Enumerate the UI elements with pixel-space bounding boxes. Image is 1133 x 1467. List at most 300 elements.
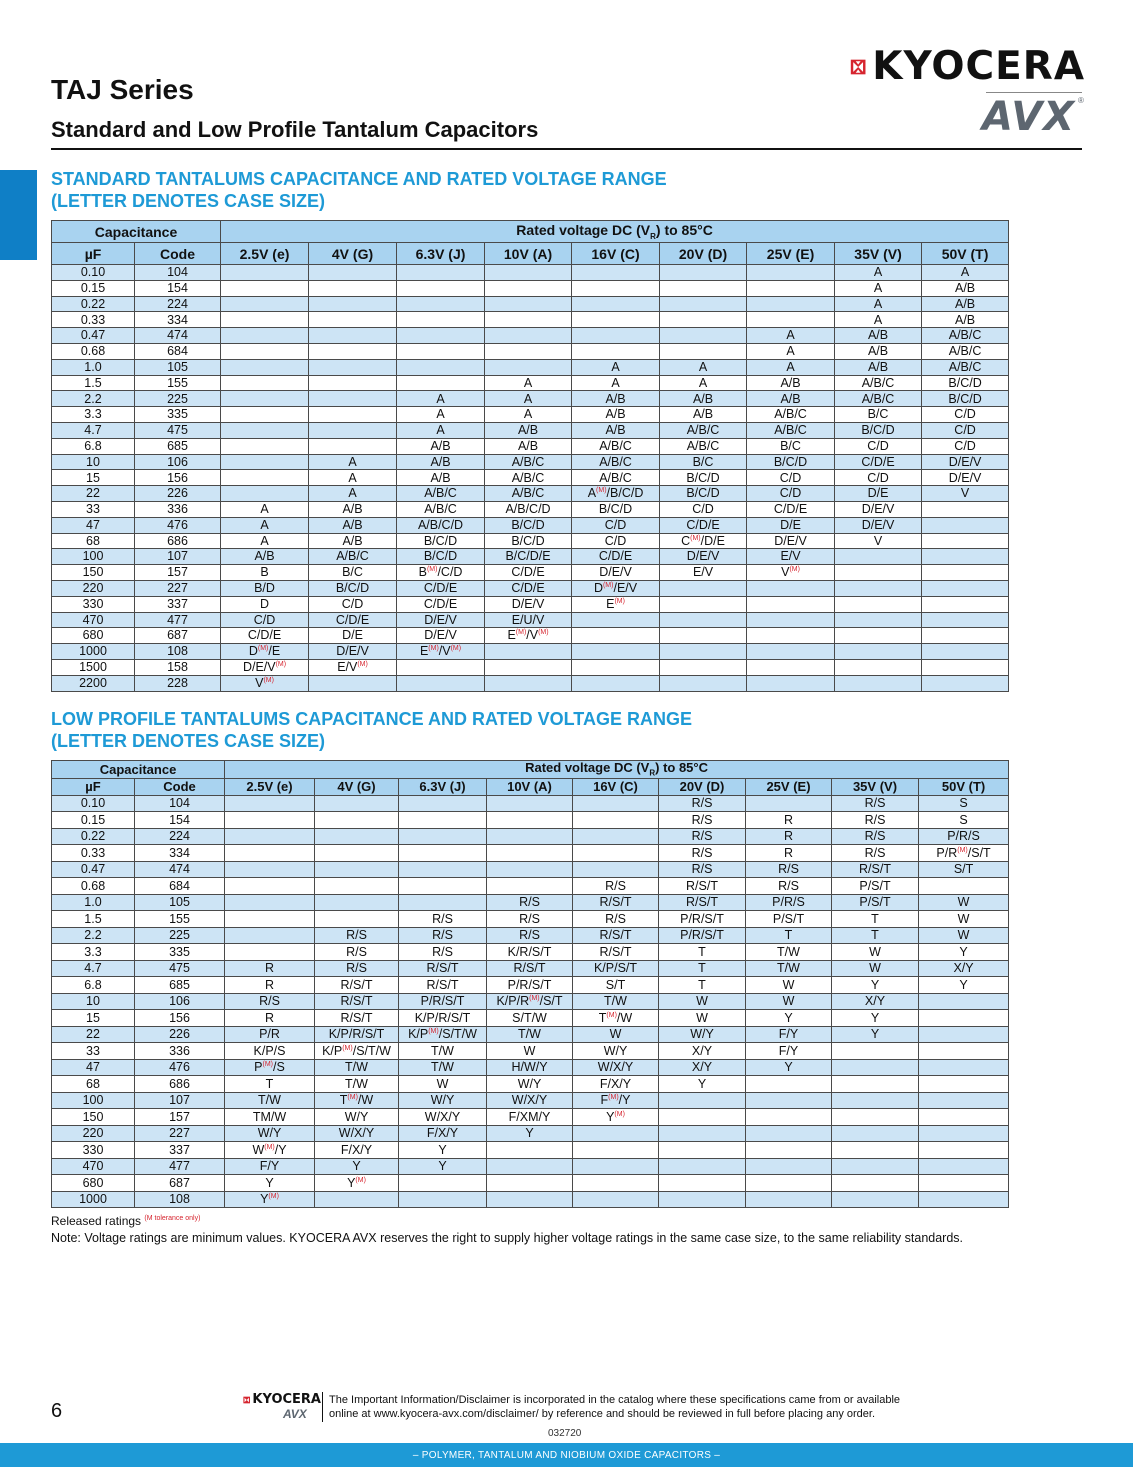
case-size-cell: $A^{(M)}/B/C/D$ [572, 486, 660, 502]
case-size-cell: D/E/V [309, 644, 397, 660]
case-size-cell [919, 1010, 1009, 1027]
case-size-cell: C/D [835, 438, 922, 454]
case-size-cell [832, 1142, 919, 1159]
case-size-cell [225, 861, 315, 878]
case-size-cell: P/R [225, 1026, 315, 1043]
case-size-cell: D [221, 596, 309, 612]
case-size-cell: D/E/V [922, 470, 1009, 486]
case-size-cell [309, 675, 397, 691]
case-size-cell: E/V [747, 549, 835, 565]
case-size-cell [397, 328, 485, 344]
case-size-cell: E/V [660, 565, 747, 581]
table-row [52, 927, 1009, 944]
capacitance-code-cell: 104 [135, 795, 225, 812]
case-size-cell: R/S [315, 960, 399, 977]
table-row [52, 993, 1009, 1010]
case-size-cell: C/D/E [747, 501, 835, 517]
case-size-cell: A/B [485, 438, 572, 454]
case-size-cell: C/D [660, 501, 747, 517]
case-size-cell: R/S [399, 944, 487, 961]
case-size-cell: T/W [225, 1092, 315, 1109]
case-size-cell [221, 280, 309, 296]
case-size-cell: R/S/T [315, 977, 399, 994]
case-size-cell: B/C/D [835, 422, 922, 438]
capacitance-code-cell: 687 [135, 1175, 225, 1192]
footer-logo [243, 1392, 321, 1424]
case-size-cell: $C^{(M)}/D/E$ [660, 533, 747, 549]
capacitance-uf-cell: 150 [52, 1109, 135, 1126]
capacitance-code-cell: 684 [135, 878, 225, 895]
capacitance-code-cell: 336 [135, 501, 221, 517]
case-size-cell: A/B/C [309, 549, 397, 565]
footer-divider [322, 1392, 323, 1422]
case-size-cell [487, 812, 573, 829]
case-size-cell: A [221, 517, 309, 533]
capacitance-code-cell: 225 [135, 927, 225, 944]
capacitance-code-cell: 155 [135, 375, 221, 391]
case-size-cell: R/S [487, 894, 573, 911]
case-size-cell [747, 312, 835, 328]
case-size-cell: $K/P^{(M)}/S/T/W$ [315, 1043, 399, 1060]
case-size-cell [922, 533, 1009, 549]
case-size-cell [922, 675, 1009, 691]
legend-mark: (M tolerance only) [144, 1215, 201, 1222]
case-size-cell: $D/E/V^{(M)}$ [221, 659, 309, 675]
voltage-column-header: 10V (A) [487, 778, 573, 795]
case-size-cell [573, 845, 659, 862]
voltage-column-header: 4V (G) [315, 778, 399, 795]
case-size-cell: K/P/R/S/T [315, 1026, 399, 1043]
case-size-cell [487, 1158, 573, 1175]
case-size-cell [221, 312, 309, 328]
case-size-cell: A [572, 359, 660, 375]
case-size-cell [572, 296, 660, 312]
case-size-cell: R/S [573, 911, 659, 928]
capacitance-code-cell: 157 [135, 565, 221, 581]
case-size-cell [747, 296, 835, 312]
case-size-cell [922, 580, 1009, 596]
case-size-cell: X/Y [832, 993, 919, 1010]
case-size-cell: W/Y [225, 1125, 315, 1142]
case-size-cell [225, 878, 315, 895]
case-size-cell: Y [746, 1059, 832, 1076]
case-size-cell: A [572, 375, 660, 391]
case-size-cell: W/X/Y [315, 1125, 399, 1142]
capacitance-uf-cell: 10 [52, 454, 135, 470]
case-size-cell: W/Y [573, 1043, 659, 1060]
capacitance-uf-cell: 10 [52, 993, 135, 1010]
case-size-cell: C/D [835, 470, 922, 486]
capacitance-code-cell: 107 [135, 549, 221, 565]
capacitance-header: Capacitance [52, 221, 221, 243]
case-size-cell [747, 580, 835, 596]
case-size-cell: A/B/C [747, 422, 835, 438]
case-size-cell [572, 659, 660, 675]
case-size-cell: $E^{(M)}$ [572, 596, 660, 612]
case-size-cell: R/S/T [832, 861, 919, 878]
case-size-cell: D/E [309, 628, 397, 644]
case-size-cell [832, 1125, 919, 1142]
capacitance-uf-cell: 470 [52, 612, 135, 628]
case-size-cell [221, 470, 309, 486]
capacitance-code-cell: 337 [135, 596, 221, 612]
case-size-cell [309, 312, 397, 328]
table-row [52, 878, 1009, 895]
case-size-cell: A/B/C [397, 486, 485, 502]
brand-kyocera: KYOCERA [872, 44, 1085, 89]
column-header-row [52, 243, 1009, 265]
case-size-cell: W [746, 993, 832, 1010]
case-size-cell: T [659, 977, 746, 994]
case-size-cell: A [309, 486, 397, 502]
case-size-cell: Y [919, 977, 1009, 994]
case-size-cell: P/S/T [746, 911, 832, 928]
case-size-cell: T/W [746, 960, 832, 977]
case-size-cell: R [746, 812, 832, 829]
case-size-cell: W [919, 911, 1009, 928]
case-size-cell: Y [399, 1142, 487, 1159]
case-size-cell [659, 1109, 746, 1126]
case-size-cell [397, 343, 485, 359]
case-size-cell [309, 280, 397, 296]
case-size-cell [485, 328, 572, 344]
case-size-cell: A/B [572, 391, 660, 407]
case-size-cell [315, 861, 399, 878]
capacitance-code-cell: 227 [135, 1125, 225, 1142]
case-size-cell [747, 265, 835, 281]
capacitance-code-cell: 685 [135, 977, 225, 994]
case-size-cell: B/C/D [397, 549, 485, 565]
capacitance-code-cell: 227 [135, 580, 221, 596]
case-size-cell: T/W [746, 944, 832, 961]
case-size-cell [746, 795, 832, 812]
capacitance-code-cell: 228 [135, 675, 221, 691]
capacitance-header: Capacitance [52, 761, 225, 779]
table-row [52, 454, 1009, 470]
case-size-cell [397, 296, 485, 312]
case-size-cell: C/D/E [572, 549, 660, 565]
case-size-cell: A/B/C [485, 470, 572, 486]
capacitance-code-cell: 224 [135, 296, 221, 312]
case-size-cell: A/B/C [485, 486, 572, 502]
table-row [52, 438, 1009, 454]
case-size-cell: V [835, 533, 922, 549]
case-size-cell: R/S [746, 878, 832, 895]
case-size-cell: B/C/D/E [485, 549, 572, 565]
table-row [52, 343, 1009, 359]
case-size-cell [746, 1158, 832, 1175]
case-size-cell: W [832, 944, 919, 961]
capacitance-code-cell: 226 [135, 1026, 225, 1043]
case-size-cell [487, 1191, 573, 1208]
capacitance-code-cell: 476 [135, 517, 221, 533]
case-size-cell: A [309, 470, 397, 486]
case-size-cell: R/S/T [573, 944, 659, 961]
case-size-cell: R/S [487, 911, 573, 928]
case-size-cell [315, 828, 399, 845]
case-size-cell: A/B [922, 280, 1009, 296]
case-size-cell [660, 312, 747, 328]
case-size-cell: R/S/T [659, 894, 746, 911]
case-size-cell: R/S [399, 927, 487, 944]
case-size-cell [832, 1076, 919, 1093]
case-size-cell: A [309, 454, 397, 470]
case-size-cell [835, 596, 922, 612]
table-header-row [52, 221, 1009, 243]
case-size-cell: D/E/V [922, 454, 1009, 470]
table-row [52, 265, 1009, 281]
case-size-cell: B/C [660, 454, 747, 470]
table-row [52, 894, 1009, 911]
case-size-cell [572, 628, 660, 644]
case-size-cell: Y [399, 1158, 487, 1175]
case-size-cell: Y [832, 977, 919, 994]
case-size-cell: Y [832, 1026, 919, 1043]
case-size-cell [487, 878, 573, 895]
capacitance-uf-cell: 1500 [52, 659, 135, 675]
case-size-cell: W/Y [659, 1026, 746, 1043]
case-size-cell [919, 1191, 1009, 1208]
case-size-cell: $P^{(M)}/S$ [225, 1059, 315, 1076]
table-row [52, 296, 1009, 312]
case-size-cell: S/T/W [487, 1010, 573, 1027]
case-size-cell: R/S/T [315, 993, 399, 1010]
case-size-cell: F/X/Y [315, 1142, 399, 1159]
table-row [52, 612, 1009, 628]
case-size-cell: C/D/E [485, 580, 572, 596]
case-size-cell [835, 580, 922, 596]
capacitance-uf-cell: 470 [52, 1158, 135, 1175]
case-size-cell: B/C [309, 565, 397, 581]
low-profile-title-line1: LOW PROFILE TANTALUMS CAPACITANCE AND RATED VOLTAGE RANGE [51, 709, 692, 729]
case-size-cell [221, 454, 309, 470]
kyocera-mark-icon [850, 47, 866, 87]
capacitance-uf-cell: 2200 [52, 675, 135, 691]
case-size-cell [922, 517, 1009, 533]
capacitance-uf-cell: 0.68 [52, 878, 135, 895]
voltage-column-header: 25V (E) [747, 243, 835, 265]
case-size-cell [485, 312, 572, 328]
voltage-column-header: 6.3V (J) [397, 243, 485, 265]
page-number: 6 [51, 1400, 63, 1422]
table-row [52, 845, 1009, 862]
case-size-cell [485, 659, 572, 675]
case-size-cell [660, 280, 747, 296]
case-size-cell: C/D [922, 422, 1009, 438]
case-size-cell [746, 1109, 832, 1126]
case-size-cell: A [747, 328, 835, 344]
case-size-cell [315, 845, 399, 862]
case-size-cell: W [573, 1026, 659, 1043]
case-size-cell: A/B [922, 296, 1009, 312]
case-size-cell [922, 549, 1009, 565]
case-size-cell [922, 644, 1009, 660]
case-size-cell [225, 944, 315, 961]
case-size-cell: $Y^{(M)}$ [225, 1191, 315, 1208]
case-size-cell [397, 375, 485, 391]
case-size-cell: $E^{(M)}/V^{(M)}$ [397, 644, 485, 660]
case-size-cell: $E/V^{(M)}$ [309, 659, 397, 675]
case-size-cell [660, 659, 747, 675]
case-size-cell: F/Y [225, 1158, 315, 1175]
capacitance-code-cell: 226 [135, 486, 221, 502]
case-size-cell: R/S [399, 911, 487, 928]
capacitance-uf-cell: 220 [52, 1125, 135, 1142]
case-size-cell: B/C/D [309, 580, 397, 596]
uf-header: µF [52, 778, 135, 795]
case-size-cell [315, 911, 399, 928]
table-row [52, 977, 1009, 994]
case-size-cell: D/E/V [397, 628, 485, 644]
kyocera-avx-logo [850, 44, 1085, 140]
case-size-cell: A/B/C [835, 375, 922, 391]
capacitance-uf-cell: 330 [52, 596, 135, 612]
case-size-cell [835, 612, 922, 628]
capacitance-code-cell: 108 [135, 1191, 225, 1208]
case-size-cell: S/T [919, 861, 1009, 878]
case-size-cell: R/S [315, 927, 399, 944]
case-size-cell [922, 659, 1009, 675]
table-row [52, 675, 1009, 691]
case-size-cell [746, 1175, 832, 1192]
case-size-cell: A/B/C/D [485, 501, 572, 517]
case-size-cell [835, 549, 922, 565]
case-size-cell: F/X/Y [399, 1125, 487, 1142]
case-size-cell [746, 1142, 832, 1159]
section-side-tab [0, 170, 37, 260]
case-size-cell: C/D [309, 596, 397, 612]
voltage-column-header: 2.5V (e) [225, 778, 315, 795]
case-size-cell: P/S/T [832, 894, 919, 911]
case-size-cell: A/B/C [485, 454, 572, 470]
legend [51, 1214, 200, 1228]
case-size-cell [922, 596, 1009, 612]
case-size-cell: A/B [309, 501, 397, 517]
voltage-column-header: 35V (V) [835, 243, 922, 265]
capacitance-code-cell: 105 [135, 894, 225, 911]
capacitance-uf-cell: 220 [52, 580, 135, 596]
table-row [52, 911, 1009, 928]
table-row [52, 328, 1009, 344]
capacitance-code-cell: 475 [135, 422, 221, 438]
page-subtitle: Standard and Low Profile Tantalum Capacitors [51, 117, 539, 142]
table-row [52, 828, 1009, 845]
case-size-cell [835, 628, 922, 644]
table-row [52, 1076, 1009, 1093]
case-size-cell [485, 296, 572, 312]
capacitance-uf-cell: 6.8 [52, 977, 135, 994]
table-row [52, 795, 1009, 812]
case-size-cell [572, 328, 660, 344]
capacitance-uf-cell: 1000 [52, 1191, 135, 1208]
case-size-cell: R/S [659, 828, 746, 845]
case-size-cell: X/Y [919, 960, 1009, 977]
table-row [52, 533, 1009, 549]
kyocera-mark-icon [243, 1394, 250, 1406]
capacitance-code-cell: 475 [135, 960, 225, 977]
low-profile-capacitance-table [51, 760, 1009, 1208]
case-size-cell [747, 596, 835, 612]
case-size-cell: C/D [922, 407, 1009, 423]
table-row [52, 565, 1009, 581]
legend-label: Released ratings [51, 1214, 142, 1228]
case-size-cell [573, 812, 659, 829]
case-size-cell [660, 343, 747, 359]
case-size-cell: D/E/V [835, 517, 922, 533]
capacitance-uf-cell: 1.0 [52, 359, 135, 375]
case-size-cell: S [919, 795, 1009, 812]
case-size-cell [659, 1191, 746, 1208]
capacitance-code-cell: 106 [135, 454, 221, 470]
capacitance-uf-cell: 0.10 [52, 265, 135, 281]
capacitance-code-cell: 335 [135, 944, 225, 961]
case-size-cell: R/S/T [315, 1010, 399, 1027]
case-size-cell: A [747, 343, 835, 359]
capacitance-code-cell: 685 [135, 438, 221, 454]
case-size-cell [315, 878, 399, 895]
case-size-cell [835, 675, 922, 691]
case-size-cell [225, 845, 315, 862]
case-size-cell: Y [746, 1010, 832, 1027]
column-header-row [52, 778, 1009, 795]
case-size-cell: A [397, 407, 485, 423]
case-size-cell: W [659, 1010, 746, 1027]
capacitance-code-cell: 477 [135, 1158, 225, 1175]
case-size-cell: C/D/E [309, 612, 397, 628]
case-size-cell: P/R/S [746, 894, 832, 911]
case-size-cell [225, 911, 315, 928]
case-size-cell [832, 1158, 919, 1175]
table-header-row [52, 761, 1009, 779]
case-size-cell: C/D/E [485, 565, 572, 581]
case-size-cell: A/B [660, 391, 747, 407]
case-size-cell [309, 328, 397, 344]
case-size-cell [573, 828, 659, 845]
capacitance-code-cell: 155 [135, 911, 225, 928]
case-size-cell [573, 861, 659, 878]
capacitance-uf-cell: 0.15 [52, 280, 135, 296]
case-size-cell: A [221, 501, 309, 517]
case-size-cell: R/S [659, 812, 746, 829]
table-row [52, 644, 1009, 660]
case-size-cell: R/S [659, 861, 746, 878]
capacitance-code-cell: 476 [135, 1059, 225, 1076]
case-size-cell [399, 1175, 487, 1192]
case-size-cell [573, 1158, 659, 1175]
case-size-cell: T/W [487, 1026, 573, 1043]
case-size-cell: A/B/C/D [397, 517, 485, 533]
capacitance-code-cell: 687 [135, 628, 221, 644]
case-size-cell: R/S [315, 944, 399, 961]
table-row [52, 1109, 1009, 1126]
case-size-cell [309, 391, 397, 407]
case-size-cell [572, 280, 660, 296]
case-size-cell [919, 1175, 1009, 1192]
case-size-cell [660, 296, 747, 312]
voltage-column-header: 20V (D) [660, 243, 747, 265]
capacitance-uf-cell: 1000 [52, 644, 135, 660]
case-size-cell: W [919, 894, 1009, 911]
case-size-cell [660, 612, 747, 628]
voltage-column-header: 10V (A) [485, 243, 572, 265]
case-size-cell: T/W [399, 1059, 487, 1076]
case-size-cell [832, 1191, 919, 1208]
case-size-cell: D/E/V [747, 533, 835, 549]
case-size-cell: $F^{(M)}/Y$ [573, 1092, 659, 1109]
case-size-cell: Y [225, 1175, 315, 1192]
case-size-cell: $P/R^{(M)}/S/T$ [919, 845, 1009, 862]
table-row [52, 1191, 1009, 1208]
